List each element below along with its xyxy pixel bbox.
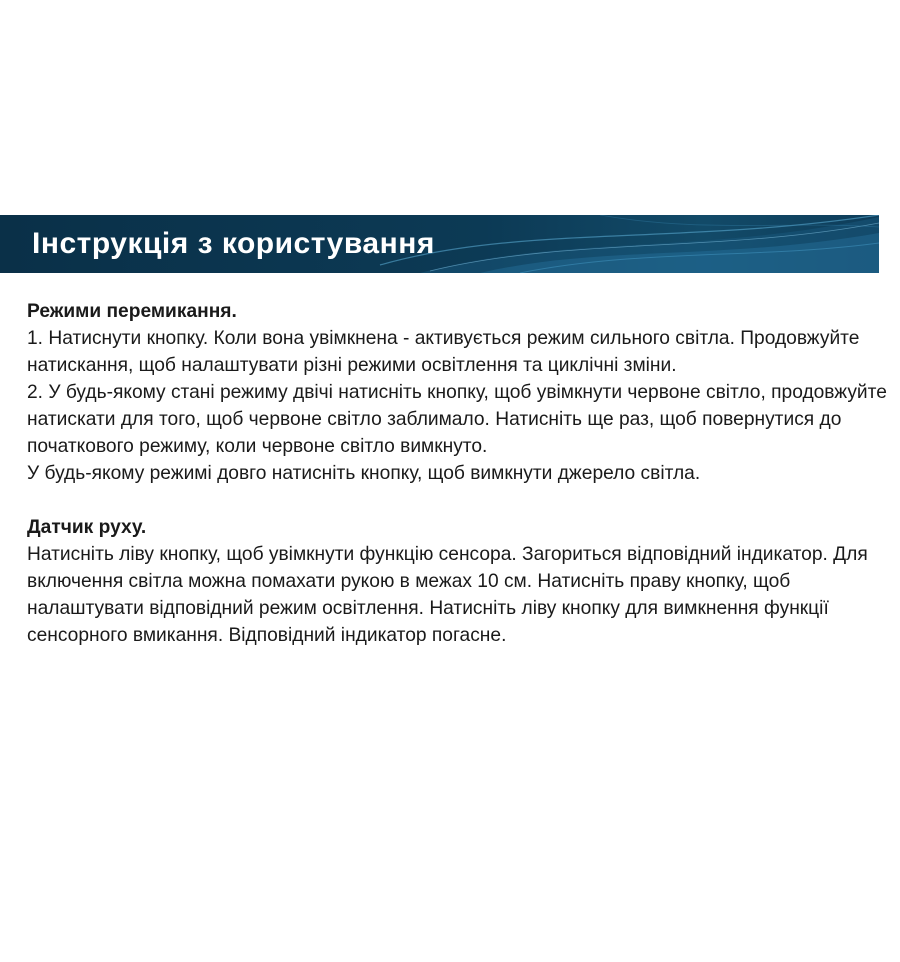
section-heading: Режими перемикання. xyxy=(27,301,237,322)
section-switching-modes xyxy=(27,298,895,487)
paragraph: 2. У будь-якому стані режиму двічі натисніть кнопку, щоб увімкнути червоне світло, продовжуйте натискати для того, щоб червоне світло заблимало. Натисніть ще раз, щоб повернутися до початкового режиму, коли червоне світло вимкнуто. xyxy=(27,382,887,457)
page-title: Інструкція з користування xyxy=(32,227,435,260)
title-banner xyxy=(0,215,879,273)
instructions-body xyxy=(27,298,895,649)
paragraph: 1. Натиснути кнопку. Коли вона увімкнена - активується режим сильного світла. Продовжуйте натискання, щоб налаштувати різні режими освітлення та циклічні зміни. xyxy=(27,328,860,376)
section-heading: Датчик руху. xyxy=(27,517,147,538)
paragraph: У будь-якому режимі довго натисніть кнопку, щоб вимкнути джерело світла. xyxy=(27,463,701,484)
section-motion-sensor xyxy=(27,514,895,649)
paragraph: Натисніть ліву кнопку, щоб увімкнути функцію сенсора. Загориться відповідний індикатор. Для включення світла можна помахати рукою в межах 10 см. Натисніть праву кнопку, щоб налаштувати відповідний режим освітлення. Натисніть ліву кнопку для вимкнення функції сенсорного вмикання. Відповідний індикатор погасне. xyxy=(27,544,868,646)
